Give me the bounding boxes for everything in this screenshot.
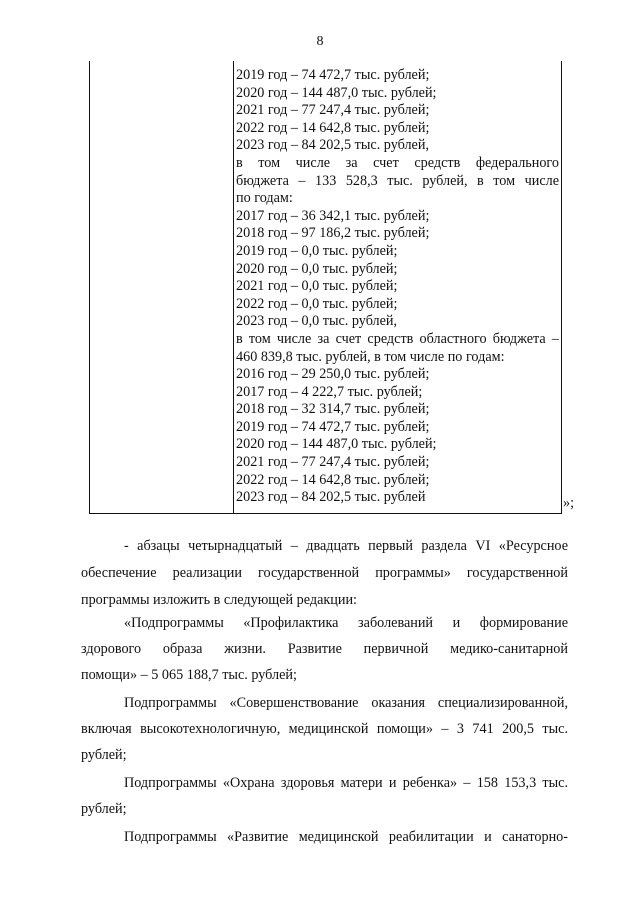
cell-line: 2017 год – 4 222,7 тыс. рублей; xyxy=(236,383,423,400)
cell-line: бюджета – 133 528,3 тыс. рублей, в том числе xyxy=(236,172,559,189)
closing-quote: »; xyxy=(563,495,575,511)
paragraph-line: помощи» – 5 065 188,7 тыс. рублей; xyxy=(81,667,297,683)
paragraph-line: - абзацы четырнадцатый – двадцать первый раздела VI «Ресурсное xyxy=(124,538,568,554)
cell-line: 2019 год – 74 472,7 тыс. рублей; xyxy=(236,67,430,83)
cell-line: 2022 год – 14 642,8 тыс. рублей; xyxy=(236,119,430,136)
cell-line: 2016 год – 29 250,0 тыс. рублей; xyxy=(236,366,430,383)
paragraph-subprogram-specialized-care xyxy=(81,690,568,768)
paragraph-subprogram-prevention xyxy=(81,610,568,688)
paragraph-line: рублей; xyxy=(81,801,127,817)
paragraph-line: программы изложить в следующей редакции: xyxy=(81,592,357,608)
cell-line: 2022 год – 0,0 тыс. рублей; xyxy=(236,295,398,312)
cell-line: в том числе за счет средств федерального xyxy=(236,154,559,171)
cell-line: 2021 год – 77 247,4 тыс. рублей; xyxy=(236,102,430,119)
paragraph-line: Подпрограммы «Совершенствование оказания специализированной, xyxy=(124,695,568,711)
cell-line: 460 839,8 тыс. рублей, в том числе по годам: xyxy=(236,348,505,365)
paragraph-line: обеспечение реализации государственной программы» государственной xyxy=(81,565,568,581)
funding-table-cell xyxy=(236,67,559,507)
cell-line: 2020 год – 144 487,0 тыс. рублей; xyxy=(236,84,437,101)
cell-line: 2021 год – 0,0 тыс. рублей; xyxy=(236,278,398,295)
cell-line: 2023 год – 0,0 тыс. рублей, xyxy=(236,313,398,330)
paragraph-line: здорового образа жизни. Развитие первичной медико-санитарной xyxy=(81,641,568,657)
paragraph-subprogram-maternal-health xyxy=(81,770,568,822)
paragraph-amendment-intro xyxy=(81,533,568,614)
cell-line: 2018 год – 32 314,7 тыс. рублей; xyxy=(236,401,430,418)
cell-line: 2019 год – 0,0 тыс. рублей; xyxy=(236,242,398,259)
paragraph-line: рублей; xyxy=(81,747,127,763)
cell-line: 2021 год – 77 247,4 тыс. рублей; xyxy=(236,454,430,471)
paragraph-line: Подпрограммы «Развитие медицинской реабилитации и санаторно- xyxy=(124,829,568,845)
paragraph-subprogram-rehabilitation xyxy=(81,824,568,850)
cell-line: 2019 год – 74 472,7 тыс. рублей; xyxy=(236,418,430,435)
cell-line: 2018 год – 97 186,2 тыс. рублей; xyxy=(236,225,430,242)
paragraph-line: «Подпрограммы «Профилактика заболеваний и формирование xyxy=(124,615,568,631)
cell-line: 2017 год – 36 342,1 тыс. рублей; xyxy=(236,207,430,224)
cell-line: 2023 год – 84 202,5 тыс. рублей xyxy=(236,489,426,506)
cell-line: 2020 год – 0,0 тыс. рублей; xyxy=(236,260,398,277)
cell-line: 2023 год – 84 202,5 тыс. рублей, xyxy=(236,137,429,154)
cell-line: 2022 год – 14 642,8 тыс. рублей; xyxy=(236,471,430,488)
cell-line: 2020 год – 144 487,0 тыс. рублей; xyxy=(236,436,437,453)
cell-line: по годам: xyxy=(236,190,293,207)
page-number: 8 xyxy=(316,34,324,49)
cell-line: в том числе за счет средств областного бюджета – xyxy=(236,330,559,347)
paragraph-line: включая высокотехнологичную, медицинской помощи» – 3 741 200,5 тыс. xyxy=(81,721,568,737)
paragraph-line: Подпрограммы «Охрана здоровья матери и ребенка» – 158 153,3 тыс. xyxy=(124,775,568,791)
table-column-divider xyxy=(233,61,234,513)
